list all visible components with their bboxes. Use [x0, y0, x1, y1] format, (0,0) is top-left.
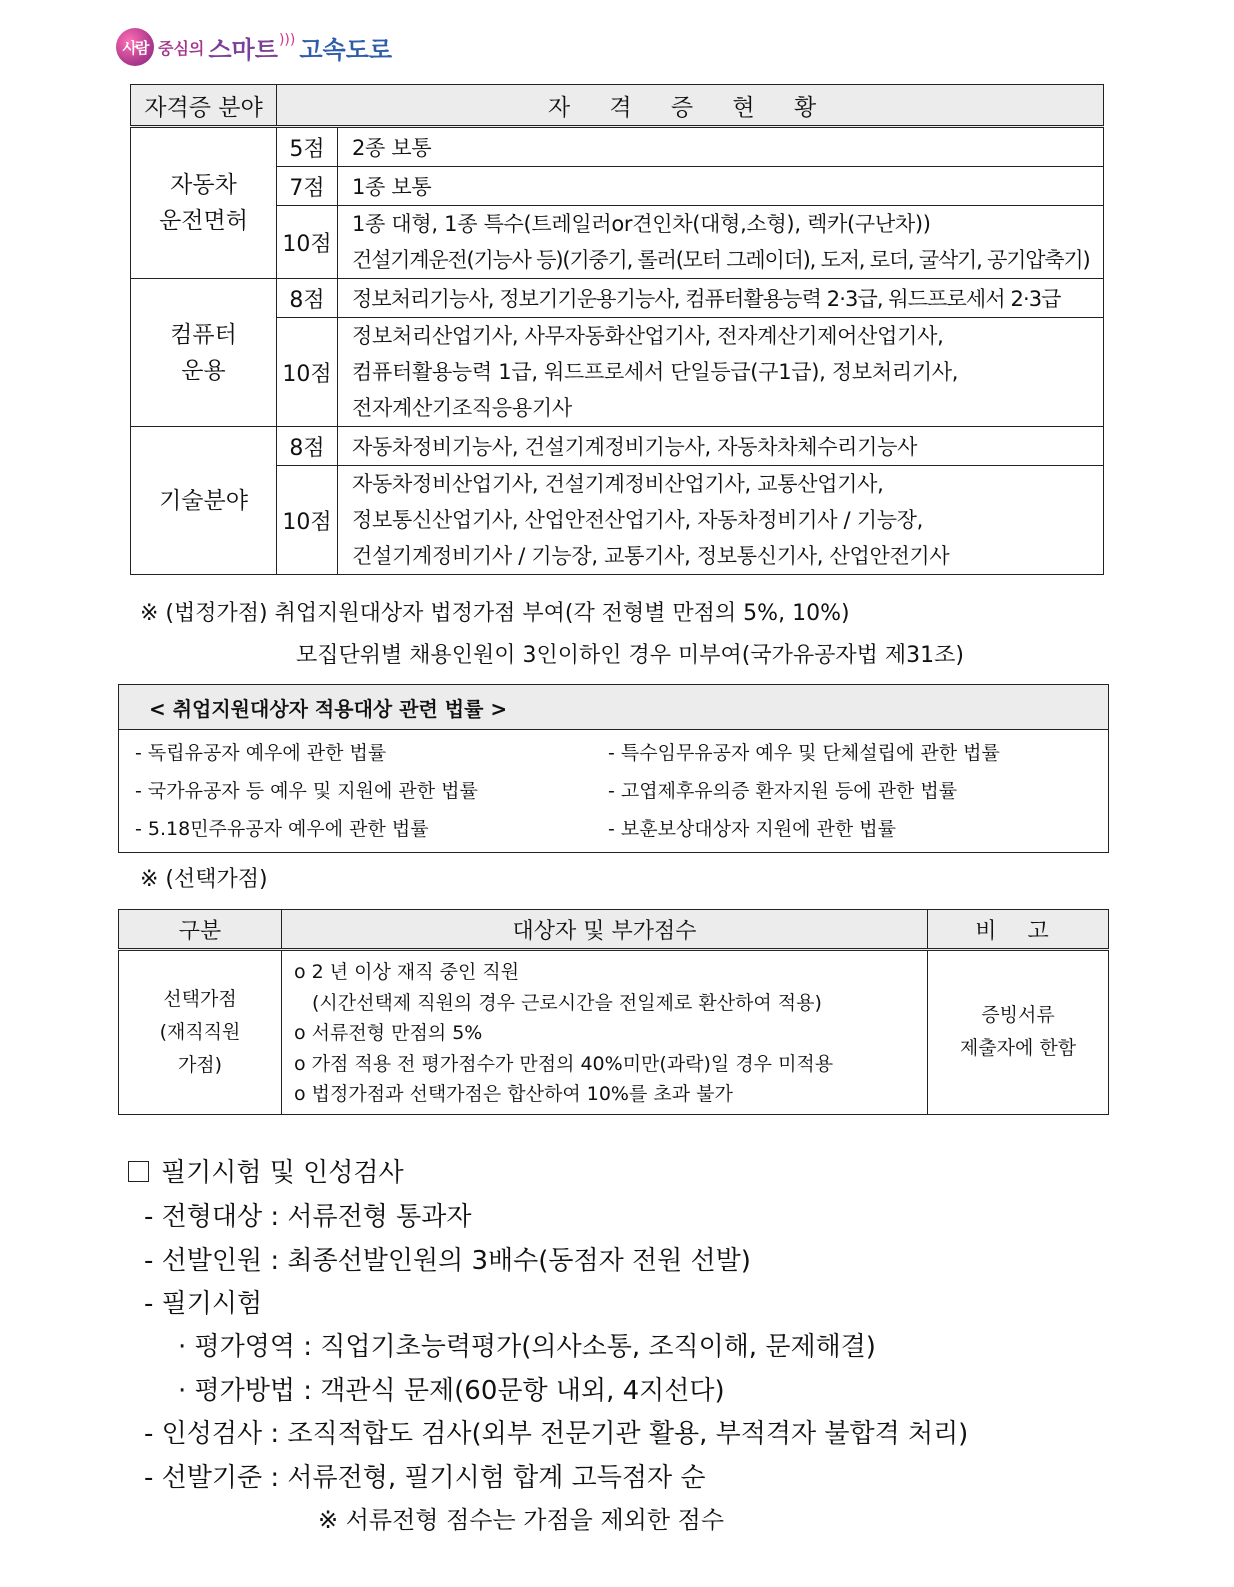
section-line: - 선발기준 : 서류전형, 필기시험 합계 고득점자 순 — [144, 1463, 706, 1493]
header-category: 구분 — [119, 910, 282, 950]
law-item: - 5.18민주유공자 예우에 관한 법률 — [135, 818, 429, 840]
select-note: ※ (선택가점) — [140, 867, 268, 892]
logo-text-1: 중심의 — [158, 38, 205, 58]
table-row — [131, 206, 1104, 279]
desc-line: 정보처리산업기사, 사무자동화산업기사, 전자계산기제어산업기사, — [352, 324, 944, 348]
logo-text-2: 스마트 — [208, 35, 278, 64]
law-box-body — [119, 730, 1109, 853]
detail-line: o 2 년 이상 재직 중인 직원 — [294, 961, 520, 983]
section-line: - 전형대상 : 서류전형 통과자 — [144, 1202, 472, 1232]
header-remark: 비 고 — [928, 910, 1109, 950]
law-item: - 보훈보상대상자 지원에 관한 법률 — [608, 818, 896, 840]
remark-line: 증빙서류 — [981, 1004, 1055, 1027]
law-item: - 독립유공자 예우에 관한 법률 — [135, 742, 387, 764]
detail-line: o 법정가점과 선택가점은 합산하여 10%를 초과 불가 — [294, 1083, 733, 1105]
section-title-text: 필기시험 및 인성검사 — [161, 1158, 404, 1188]
table-row — [131, 466, 1104, 575]
law-box — [118, 684, 1109, 853]
desc-line: 전자계산기조직응용기사 — [352, 396, 572, 420]
remark-cell — [928, 950, 1109, 1115]
logo-badge: 사람 — [116, 28, 154, 66]
desc-line: 건설기계운전(기능사 등)(기중기, 롤러(모터 그레이더), 도저, 로더, 굴삭기, 공기압축기) — [352, 248, 1090, 272]
field-label: 자동차 — [170, 172, 237, 198]
table-row — [131, 167, 1104, 206]
detail-line: o 가점 적용 전 평가점수가 만점의 40%미만(과락)일 경우 미적용 — [294, 1052, 834, 1075]
header-status: 자 격 증 현 황 — [277, 85, 1104, 127]
checkbox-square-icon — [128, 1161, 149, 1182]
section-line: - 선발인원 : 최종선발인원의 3배수(동점자 전원 선발) — [144, 1246, 751, 1276]
field-label: 기술분야 — [159, 487, 248, 514]
brand-logo — [116, 22, 392, 72]
desc-cell: 1종 보통 — [338, 167, 1104, 206]
detail-line: (시간선택제 직원의 경우 근로시간을 전일제로 환산하여 적용) — [312, 991, 822, 1014]
points-cell: 7점 — [277, 167, 338, 206]
desc-cell — [338, 206, 1104, 279]
category-line: (재직직원 — [159, 1020, 241, 1043]
desc-cell — [338, 318, 1104, 427]
section-subline: · 평가영역 : 직업기초능력평가(의사소통, 조직이해, 문제해결) — [178, 1332, 876, 1362]
logo-text-3: 고속도로 — [299, 35, 393, 64]
wave-icon: ))) — [278, 32, 296, 48]
desc-cell — [338, 466, 1104, 575]
certificate-table-header — [131, 85, 1104, 127]
field-cell — [131, 127, 277, 279]
field-cell — [131, 427, 277, 575]
points-cell: 10점 — [277, 206, 338, 279]
desc-cell: 2종 보통 — [338, 127, 1104, 167]
field-label: 컴퓨터 — [170, 321, 237, 348]
details-cell — [282, 950, 928, 1115]
desc-line: 정보통신산업기사, 산업안전산업기사, 자동차정비기사 / 기능장, — [352, 508, 924, 532]
table-row — [119, 950, 1109, 1115]
legal-note-line-1: ※ (법정가점) 취업지원대상자 법정가점 부여(각 전형별 만점의 5%, 10%) — [140, 601, 850, 626]
section-title — [128, 1152, 404, 1189]
detail-line: o 서류전형 만점의 5% — [294, 1022, 483, 1044]
section-footnote: ※ 서류전형 점수는 가점을 제외한 점수 — [318, 1506, 725, 1534]
field-label: 운용 — [181, 357, 226, 384]
desc-line: 자동차정비산업기사, 건설기계정비산업기사, 교통산업기사, — [352, 472, 884, 496]
table-row — [131, 127, 1104, 167]
legal-note-line-2: 모집단위별 채용인원이 3인이하인 경우 미부여(국가유공자법 제31조) — [296, 643, 964, 668]
section-line: - 필기시험 — [144, 1289, 263, 1319]
field-cell — [131, 279, 277, 427]
section-line: - 인성검사 : 조직적합도 검사(외부 전문기관 활용, 부적격자 불합격 처리) — [144, 1419, 969, 1449]
category-line: 선택가점 — [163, 987, 237, 1010]
points-cell: 10점 — [277, 318, 338, 427]
points-cell: 5점 — [277, 127, 338, 167]
remark-line: 제출자에 한함 — [959, 1037, 1077, 1060]
points-cell: 8점 — [277, 427, 338, 466]
selective-bonus-table — [118, 909, 1109, 1115]
certificate-table — [130, 84, 1104, 575]
category-cell — [119, 950, 282, 1115]
law-item: - 고엽제후유의증 환자지원 등에 관한 법률 — [608, 780, 958, 802]
desc-line: 컴퓨터활용능력 1급, 워드프로세서 단일등급(구1급), 정보처리기사, — [352, 360, 959, 384]
law-box-title: < 취업지원대상자 적용대상 관련 법률 > — [119, 685, 1109, 730]
desc-line: 건설기계정비기사 / 기능장, 교통기사, 정보통신기사, 산업안전기사 — [352, 544, 950, 568]
points-cell: 8점 — [277, 279, 338, 318]
selective-table-header — [119, 910, 1109, 950]
table-row — [131, 318, 1104, 427]
desc-cell: 정보처리기능사, 정보기기운용기능사, 컴퓨터활용능력 2·3급, 워드프로세서 2·3급 — [338, 279, 1104, 318]
table-row — [131, 279, 1104, 318]
table-row — [131, 427, 1104, 466]
law-item: - 특수임무유공자 예우 및 단체설립에 관한 법률 — [608, 742, 1000, 764]
field-label: 운전면허 — [159, 208, 248, 234]
header-details: 대상자 및 부가점수 — [282, 910, 928, 950]
desc-cell: 자동차정비기능사, 건설기계정비기능사, 자동차차체수리기능사 — [338, 427, 1104, 466]
header-field: 자격증 분야 — [131, 85, 277, 127]
points-cell: 10점 — [277, 466, 338, 575]
category-line: 가점) — [177, 1053, 223, 1076]
law-item: - 국가유공자 등 예우 및 지원에 관한 법률 — [135, 780, 478, 802]
section-subline: · 평가방법 : 객관식 문제(60문항 내외, 4지선다) — [178, 1376, 725, 1406]
desc-line: 1종 대형, 1종 특수(트레일러or견인차(대형,소형), 렉카(구난차)) — [352, 212, 931, 236]
